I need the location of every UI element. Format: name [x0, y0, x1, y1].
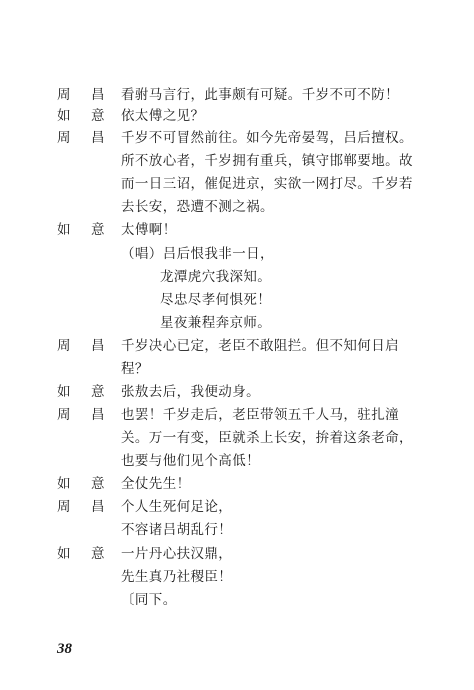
- speaker-char: 昌: [91, 87, 105, 103]
- dialogue-line: 依太傅之见？: [121, 108, 205, 124]
- song-line: 个人生死何足论，: [121, 499, 233, 515]
- dialogue-line: 张敖去后，我便动身。: [121, 384, 260, 400]
- song-line: （唱）吕后恨我非一日，: [121, 246, 274, 262]
- song-line: 龙潭虎穴我深知。: [160, 269, 272, 285]
- song-line: 不容诸吕胡乱行！: [121, 522, 233, 538]
- song-line: 一片丹心扶汉鼎，: [121, 546, 233, 562]
- speaker-char: 意: [91, 476, 105, 492]
- speaker-char: 周: [57, 338, 71, 354]
- dialogue-line: 看驸马言行，此事颇有可疑。千岁不可不防！: [121, 87, 399, 103]
- speaker-char: 意: [91, 108, 105, 124]
- dialogue-line: 也要与他们见个高低！: [121, 453, 260, 469]
- dialogue-line: 而一日三诏，催促进京，实欲一网打尽。千岁若: [121, 176, 413, 192]
- speaker-char: 如: [57, 476, 71, 492]
- speaker-char: 昌: [91, 499, 105, 515]
- speaker-char: 昌: [91, 407, 105, 423]
- speaker-char: 如: [57, 222, 71, 238]
- speaker-char: 意: [91, 546, 105, 562]
- dialogue-line: 千岁决心已定，老臣不敢阻拦。但不知何日启: [121, 338, 399, 354]
- dialogue-line: 关。万一有变，臣就杀上长安，拚着这条老命，: [121, 430, 413, 446]
- speaker-char: 周: [57, 407, 71, 423]
- speaker-char: 周: [57, 499, 71, 515]
- song-line: 星夜兼程奔京师。: [160, 315, 272, 331]
- stage-direction: 〔同下。: [121, 592, 177, 608]
- speaker-char: 意: [91, 222, 105, 238]
- dialogue-line: 全仗先生！: [121, 476, 191, 492]
- dialogue-line: 也罢！千岁走后，老臣带领五千人马，驻扎潼: [121, 407, 399, 423]
- dialogue-line: 程？: [121, 361, 149, 377]
- dialogue-line: 去长安，恐遭不测之祸。: [121, 199, 274, 215]
- dialogue-line: 所不放心者，千岁拥有重兵，镇守邯郸要地。故: [121, 153, 413, 169]
- song-line: 尽忠尽孝何惧死！: [160, 292, 272, 308]
- speaker-char: 意: [91, 384, 105, 400]
- speaker-char: 如: [57, 546, 71, 562]
- speaker-char: 周: [57, 130, 71, 146]
- speaker-char: 昌: [91, 130, 105, 146]
- speaker-char: 昌: [91, 338, 105, 354]
- page-number: 38: [57, 641, 72, 657]
- song-line: 先生真乃社稷臣！: [121, 569, 233, 585]
- speaker-char: 周: [57, 87, 71, 103]
- speaker-char: 如: [57, 108, 71, 124]
- speaker-char: 如: [57, 384, 71, 400]
- dialogue-line: 太傅啊！: [121, 222, 177, 238]
- dialogue-line: 千岁不可冒然前往。如今先帝晏驾，吕后擅权。: [121, 130, 413, 146]
